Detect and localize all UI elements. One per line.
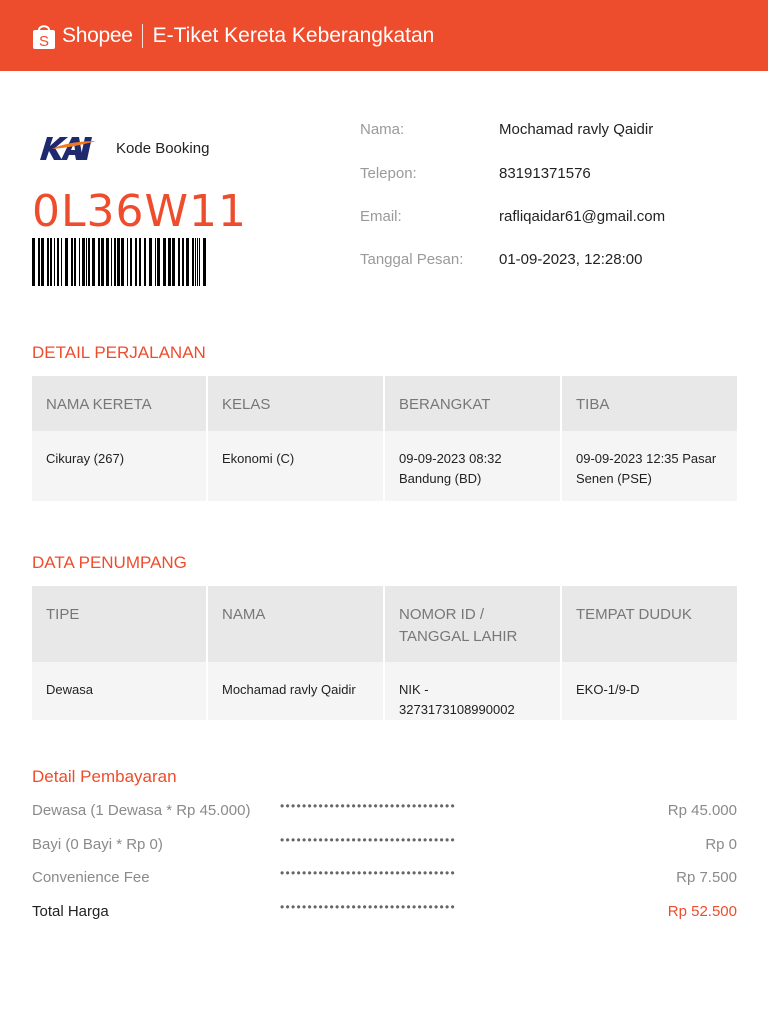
barcode-bar [50,238,52,286]
passenger-header-name: NAMA [208,586,385,662]
barcode-bar [130,238,132,286]
barcode-bar [32,238,35,286]
dotted-leader: •••••••••••••••••••••••••••••••• [280,833,457,847]
barcode-bar [182,238,184,286]
passenger-name-cell: Mochamad ravly Qaidir [208,662,385,720]
brand-name: Shopee [62,24,133,47]
barcode-bar [61,238,62,286]
trip-class-cell: Ekonomi (C) [208,431,385,501]
barcode-bar [121,238,124,286]
barcode-bar [82,238,85,286]
barcode-bar [186,238,189,286]
contact-phone-value: 83191371576 [499,165,591,182]
payment-adult-value: Rp 45.000 [667,802,737,819]
barcode-bar [199,238,200,286]
barcode-bar [203,238,206,286]
contact-order-date-value: 01-09-2023, 12:28:00 [499,251,643,268]
barcode-bar [88,238,90,286]
passenger-header-seat: TEMPAT DUDUK [562,586,737,662]
payment-infant-value: Rp 0 [705,836,737,853]
contact-phone-label: Telepon: [360,165,417,182]
barcode-bar [65,238,68,286]
contact-name-label: Nama: [360,121,405,138]
trip-header-train: NAMA KERETA [32,376,208,431]
page-title: E-Tiket Kereta Keberangkatan [152,24,435,47]
payment-adult-label: Dewasa (1 Dewasa * Rp 45.000) [32,802,251,819]
barcode-bar [135,238,137,286]
barcode-bar [57,238,59,286]
table-row [32,431,737,501]
trip-header-row [32,376,737,431]
barcode-bar [178,238,180,286]
barcode-bar [79,238,80,286]
payment-total-value: Rp 52.500 [667,903,737,920]
barcode-bar [139,238,141,286]
payment-total-label: Total Harga [32,903,109,920]
payment-row-infant [32,833,737,858]
barcode-bar [168,238,171,286]
payment-fee-value: Rp 7.500 [676,869,737,886]
passenger-section-title: DATA PENUMPANG [32,553,187,572]
barcode-bar [101,238,104,286]
barcode-bar [106,238,109,286]
booking-code: 0L36W11 [32,186,247,237]
brand-divider [142,24,143,48]
barcode-bar [144,238,146,286]
kai-logo-icon [38,133,98,163]
barcode-bar [71,238,73,286]
barcode-bar [195,238,196,286]
dotted-leader: •••••••••••••••••••••••••••••••• [280,866,457,880]
barcode-bar [92,238,95,286]
payment-row-total [32,900,737,925]
trip-header-depart: BERANGKAT [385,376,562,431]
passenger-header-row [32,586,737,662]
passenger-header-type: TIPE [32,586,208,662]
barcode-bar [114,238,116,286]
barcode-bar [172,238,175,286]
barcode-bar [47,238,49,286]
shopee-brand [32,20,434,52]
trip-header-class: KELAS [208,376,385,431]
barcode-bar [54,238,55,286]
trip-train-cell: Cikuray (267) [32,431,208,501]
booking-code-label: Kode Booking [116,140,210,157]
barcode-bar [111,238,112,286]
passenger-table [32,586,737,720]
barcode [32,238,208,286]
header-bar [0,0,768,71]
dotted-leader: •••••••••••••••••••••••••••••••• [280,799,457,813]
barcode-bar [41,238,44,286]
barcode-bar [157,238,160,286]
trip-arrive-cell: 09-09-2023 12:35 Pasar Senen (PSE) [562,431,737,501]
barcode-bar [163,238,166,286]
shopee-bag-icon [32,22,56,50]
payment-section-title: Detail Pembayaran [32,767,177,786]
shopee-bag-letter: S [38,33,50,50]
table-row [32,662,737,720]
contact-email-label: Email: [360,208,402,225]
contact-order-date-label: Tanggal Pesan: [360,251,464,268]
passenger-seat-cell: EKO-1/9-D [562,662,737,720]
trip-table [32,376,737,501]
barcode-bar [74,238,76,286]
barcode-bar [197,238,198,286]
barcode-bar [98,238,100,286]
barcode-bar [155,238,156,286]
barcode-bar [127,238,128,286]
contact-email-value: rafliqaidar61@gmail.com [499,208,666,225]
payment-row-adult [32,799,737,824]
payment-fee-label: Convenience Fee [32,869,150,886]
contact-name-value: Mochamad ravly Qaidir [499,121,654,138]
payment-infant-label: Bayi (0 Bayi * Rp 0) [32,836,163,853]
passenger-type-cell: Dewasa [32,662,208,720]
trip-depart-cell: 09-09-2023 08:32 Bandung (BD) [385,431,562,501]
dotted-leader: •••••••••••••••••••••••••••••••• [280,900,457,914]
barcode-bar [149,238,152,286]
passenger-id-cell: NIK - 3273173108990002 [385,662,562,720]
barcode-bar [117,238,120,286]
trip-section-title: DETAIL PERJALANAN [32,343,206,362]
barcode-bar [86,238,87,286]
trip-header-arrive: TIBA [562,376,737,431]
barcode-bar [192,238,194,286]
passenger-header-id: NOMOR ID / TANGGAL LAHIR [385,586,562,662]
payment-row-fee [32,866,737,891]
barcode-bar [38,238,40,286]
